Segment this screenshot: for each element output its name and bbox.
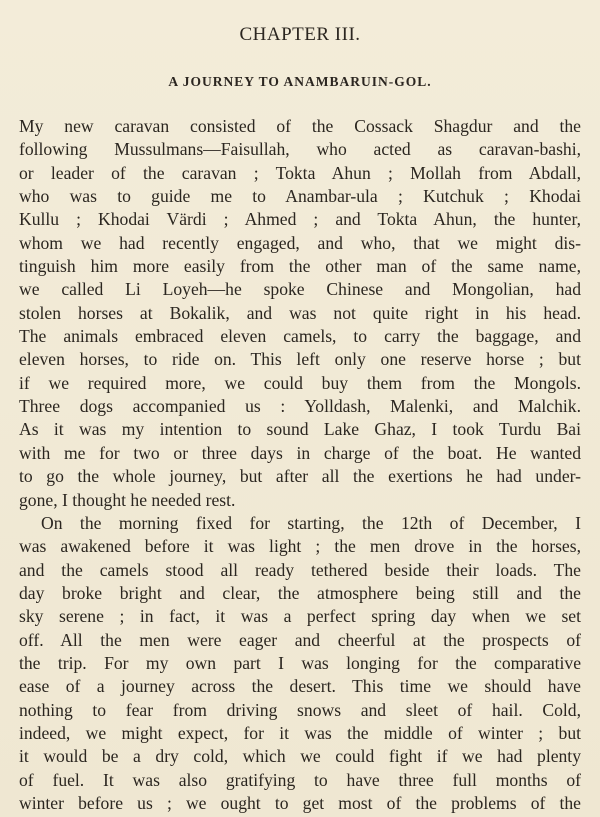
text-line: the trip. For my own part I was longing for the comparative <box>19 652 581 673</box>
text-line: tinguish him more easily from the other man of the same name, <box>19 256 581 277</box>
text-line: if we required more, we could buy them from the Mongols. <box>19 372 581 393</box>
text-line: was awakened before it was light ; the men drove in the horses, <box>19 536 581 557</box>
text-line: Kullu ; Khodai Värdi ; Ahmed ; and Tokta Ahun, the hunter, <box>19 209 581 230</box>
text-line: Three dogs accompanied us : Yolldash, Malenki, and Malchik. <box>19 396 581 417</box>
text-line: to go the whole journey, but after all the exertions he had under- <box>19 466 581 487</box>
text-line: stolen horses at Bokalik, and was not quite right in his head. <box>19 302 581 323</box>
text-line: following Mussulmans—Faisullah, who acted as caravan-bashi, <box>19 139 581 160</box>
text-line: it would be a dry cold, which we could fight if we had plenty <box>19 746 581 767</box>
text-line: On the morning fixed for starting, the 12th of December, I <box>41 512 581 533</box>
text-line: As it was my intention to sound Lake Ghaz, I took Turdu Bai <box>19 419 581 440</box>
text-line: My new caravan consisted of the Cossack Shagdur and the <box>19 116 581 136</box>
text-line: The animals embraced eleven camels, to carry the baggage, and <box>19 326 581 347</box>
chapter-title: CHAPTER III. <box>239 24 361 45</box>
text-line: we called Li Loyeh—he spoke Chinese and Mongolian, had <box>19 279 581 300</box>
text-line: of fuel. It was also gratifying to have three full months of <box>19 769 581 790</box>
text-line: sky serene ; in fact, it was a perfect spring day when we set <box>19 606 581 627</box>
text-line: whom we had recently engaged, and who, that we might dis- <box>19 232 581 253</box>
text-line: with me for two or three days in charge of the boat. He wanted <box>19 442 581 463</box>
text-line: ease of a journey across the desert. This time we should have <box>19 676 581 697</box>
body-text <box>19 115 581 815</box>
text-line: gone, I thought he needed rest. <box>19 489 236 510</box>
paragraph-2 <box>19 512 581 815</box>
text-line: and the camels stood all ready tethered beside their loads. The <box>19 559 581 580</box>
text-line: eleven horses, to ride on. This left only one reserve horse ; but <box>19 349 581 370</box>
text-line: day broke bright and clear, the atmosphere being still and the <box>19 582 581 603</box>
paragraph-1 <box>19 115 581 512</box>
text-line: off. All the men were eager and cheerful at the prospects of <box>19 629 581 650</box>
text-line: indeed, we might expect, for it was the middle of winter ; but <box>19 722 581 743</box>
text-line: nothing to fear from driving snows and sleet of hail. Cold, <box>19 699 581 720</box>
text-line: or leader of the caravan ; Tokta Ahun ; Mollah from Abdall, <box>19 162 581 183</box>
chapter-subtitle: A JOURNEY TO ANAMBARUIN-GOL. <box>168 74 432 89</box>
text-line: who was to guide me to Anambar-ula ; Kutchuk ; Khodai <box>19 186 581 207</box>
text-line: winter before us ; we ought to get most of the problems of the <box>19 792 581 813</box>
